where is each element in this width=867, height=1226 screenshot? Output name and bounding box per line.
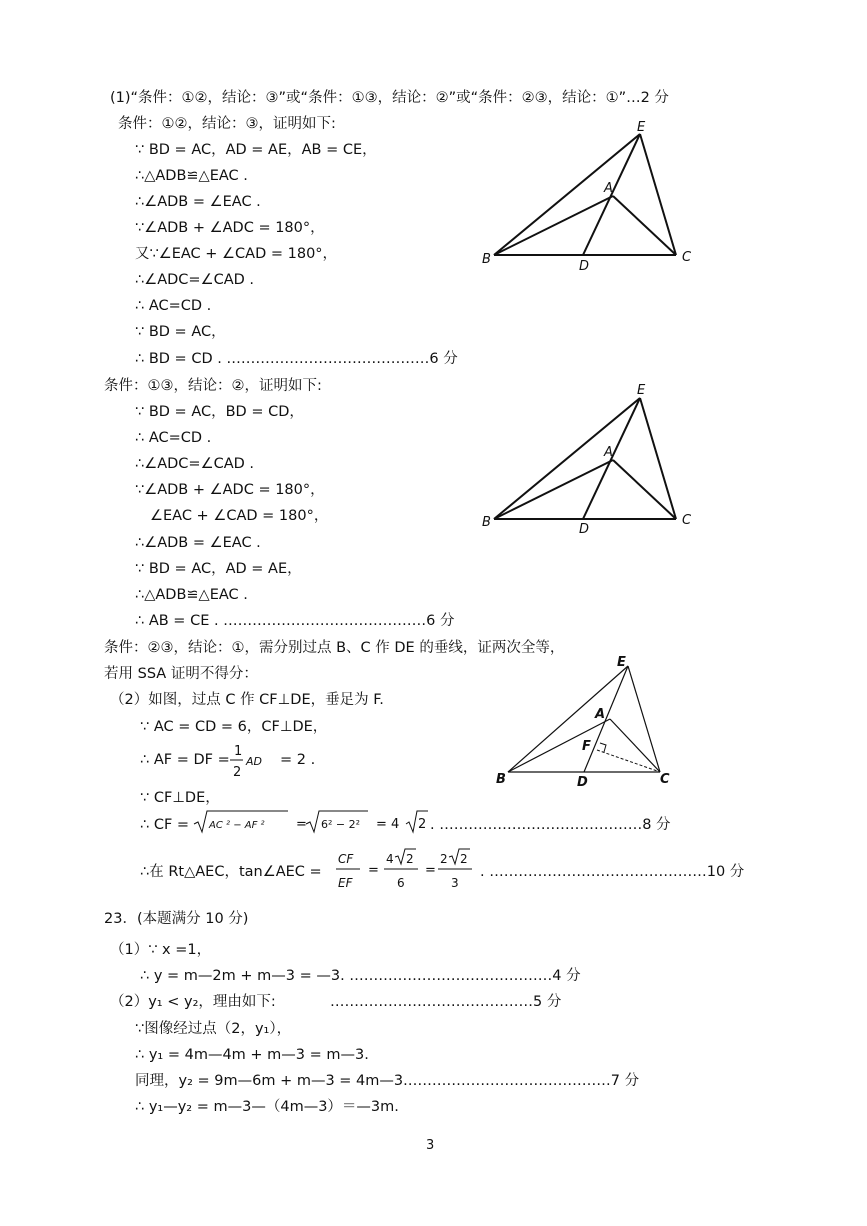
proof-header-1: 条件：①②，结论：③，证明如下: bbox=[118, 116, 336, 132]
equals-sign: = bbox=[425, 863, 436, 878]
proof-line: ∴ y = m—2m + m—3 = —3. ……………………………………4 分 bbox=[140, 968, 581, 984]
proof-header-2: 条件：①③，结论：②，证明如下: bbox=[104, 378, 322, 394]
proof-line: ∵图像经过点（2，y₁）， bbox=[135, 1021, 292, 1037]
fraction-denominator: 3 bbox=[451, 876, 459, 890]
proof-line: ∴△ADB≌△EAC . bbox=[135, 587, 248, 603]
radicand: 2 bbox=[406, 852, 414, 866]
proof-line: 又∵∠EAC + ∠CAD = 180°， bbox=[135, 246, 338, 262]
equals-sign: = bbox=[368, 863, 379, 878]
proof-line: ∵ CF⊥DE， bbox=[140, 790, 220, 806]
score-line: . ………………………………………10 分 bbox=[480, 864, 745, 880]
vertex-label-b: B bbox=[482, 252, 491, 267]
proof-line: ∴ AF = DF = bbox=[140, 752, 230, 768]
vertex-label-f: F bbox=[582, 739, 591, 754]
triangle-figure-2 bbox=[480, 380, 700, 540]
vertex-label-e: E bbox=[637, 120, 646, 135]
radicand-3: 2 bbox=[418, 817, 427, 832]
triangle-figure-3 bbox=[490, 652, 680, 797]
proof-line: ∴在 Rt△AEC，tan∠AEC = bbox=[140, 864, 322, 880]
vertex-label-a: A bbox=[604, 181, 613, 196]
note-line: 若用 SSA 证明不得分： bbox=[104, 666, 258, 682]
proof-line: ∴∠ADB = ∠EAC . bbox=[135, 194, 261, 210]
proof-line: ∠EAC + ∠CAD = 180°， bbox=[150, 508, 329, 524]
proof-line: ∴△ADB≌△EAC . bbox=[135, 168, 248, 184]
proof-line: ∴ AC=CD . bbox=[135, 430, 212, 446]
radicand-2: 6² − 2² bbox=[321, 818, 361, 831]
proof-line: （1）∵ x =1， bbox=[110, 942, 212, 958]
proof-line: （2）y₁ < y₂，理由如下: bbox=[110, 994, 276, 1010]
equals-value: = 4 bbox=[376, 817, 400, 832]
fraction-numerator: 2 bbox=[440, 852, 448, 866]
fraction-numerator: 4 bbox=[386, 852, 394, 866]
proof-line: ∴ y₁ = 4m—4m + m—3 = m—3. bbox=[135, 1047, 369, 1063]
vertex-label-a: A bbox=[604, 445, 613, 460]
vertex-label-b: B bbox=[496, 772, 506, 787]
score-line: ……………………………………5 分 bbox=[330, 994, 562, 1010]
page-number: 3 bbox=[426, 1138, 435, 1153]
proof-line: ∴∠ADB = ∠EAC . bbox=[135, 535, 261, 551]
fraction-numerator: 1 bbox=[234, 744, 243, 759]
fraction-denominator: 2 bbox=[233, 765, 242, 780]
proof-line: ∵ AC = CD = 6，CF⊥DE， bbox=[140, 719, 328, 735]
proof-line: ∵ BD = AC，AD = AE，AB = CE， bbox=[135, 142, 377, 158]
proof-line: ∴ y₁—y₂ = m—3—（4m—3）＝—3m. bbox=[135, 1099, 399, 1115]
proof-line: ∴∠ADC=∠CAD . bbox=[135, 272, 255, 288]
fraction-numerator: CF bbox=[338, 852, 354, 866]
score-line: . ……………………………………8 分 bbox=[430, 817, 671, 833]
radicand-1: AC ² − AF ² bbox=[209, 820, 265, 831]
vertex-label-c: C bbox=[682, 513, 692, 528]
vertex-label-e: E bbox=[637, 383, 646, 398]
radicand: 2 bbox=[460, 852, 468, 866]
proof-line: ∵∠ADB + ∠ADC = 180°， bbox=[135, 220, 325, 236]
fraction-denominator: 6 bbox=[397, 876, 405, 890]
proof-line: ∵ BD = AC，AD = AE， bbox=[135, 561, 302, 577]
triangle-figure-1 bbox=[480, 118, 700, 278]
vertex-label-d: D bbox=[579, 259, 590, 274]
half-ad-fraction bbox=[228, 741, 278, 781]
proof-line: ∵∠ADB + ∠ADC = 180°， bbox=[135, 482, 325, 498]
proof-line: ∴∠ADC=∠CAD . bbox=[135, 456, 255, 472]
vertex-label-e: E bbox=[617, 655, 626, 670]
proof-line: ∵ BD = AC， bbox=[135, 324, 226, 340]
proof-line: ∵ BD = AC，BD = CD， bbox=[135, 404, 304, 420]
vertex-label-b: B bbox=[482, 515, 491, 530]
part2-header: （2）如图，过点 C 作 CF⊥DE，垂足为 F. bbox=[110, 692, 384, 708]
tan-fraction-expression bbox=[335, 847, 475, 893]
fraction-denominator: EF bbox=[338, 876, 353, 890]
proof-line: ∴ BD = CD . ……………………………………6 分 bbox=[135, 351, 458, 367]
equals-sign: = bbox=[296, 817, 307, 832]
cf-radical-expression bbox=[192, 808, 432, 836]
fraction-tail: AD bbox=[246, 755, 262, 768]
vertex-label-c: C bbox=[682, 250, 692, 265]
proof-line: = 2 . bbox=[280, 752, 316, 768]
proof-line: ∴ AC=CD . bbox=[135, 298, 212, 314]
vertex-label-d: D bbox=[579, 522, 590, 537]
proof-header-3: 条件：②③，结论：①，需分别过点 B、C 作 DE 的垂线，证两次全等， bbox=[104, 640, 565, 656]
vertex-label-c: C bbox=[660, 772, 670, 787]
answer-line-1: (1)“条件：①②，结论：③”或“条件：①③，结论：②”或“条件：②③，结论：①”…2 分 bbox=[110, 90, 669, 106]
vertex-label-d: D bbox=[577, 775, 588, 790]
question-23-header: 23．(本题满分 10 分) bbox=[104, 911, 249, 927]
proof-line: 同理，y₂ = 9m—6m + m—3 = 4m—3.……………………………………7 分 bbox=[135, 1073, 640, 1089]
proof-line: ∴ CF = bbox=[140, 817, 190, 833]
proof-line: ∴ AB = CE . ……………………………………6 分 bbox=[135, 613, 455, 629]
vertex-label-a: A bbox=[595, 707, 606, 722]
